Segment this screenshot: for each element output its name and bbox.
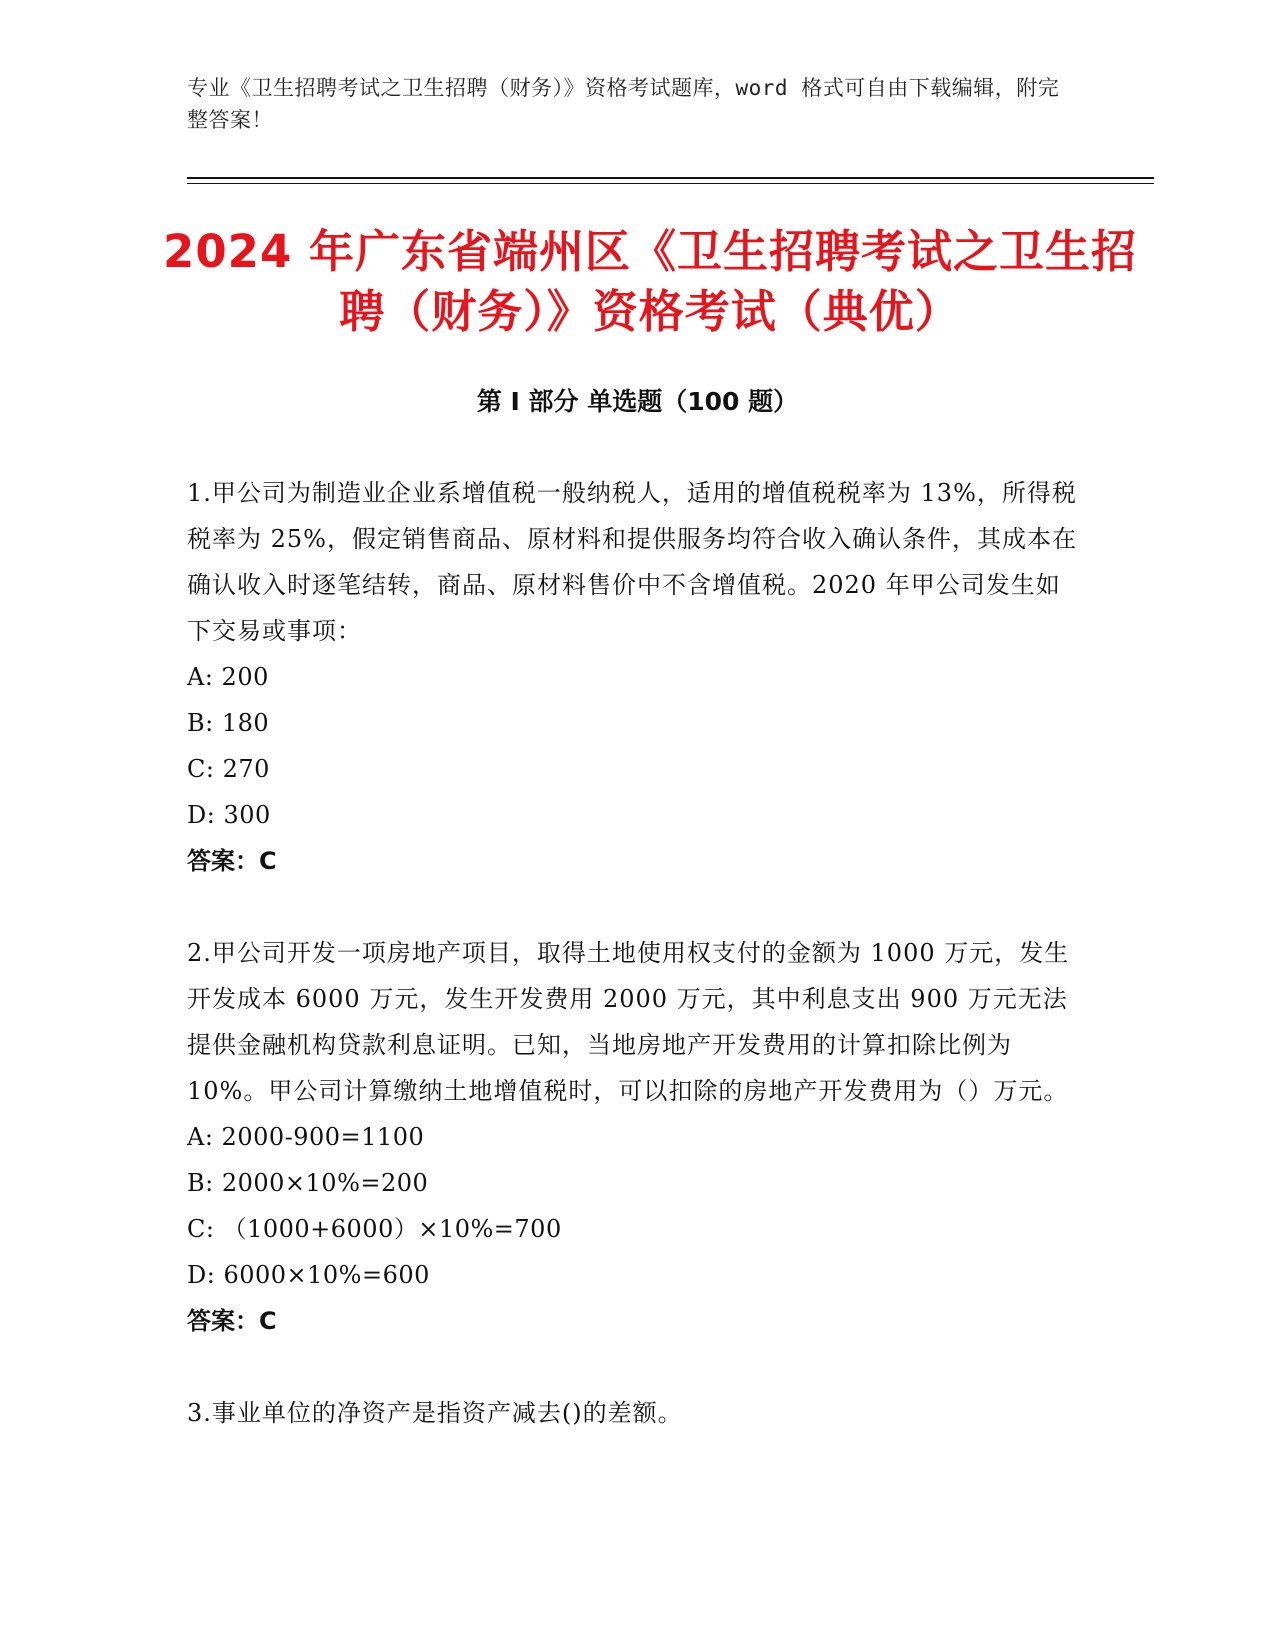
header-divider-bottom (187, 183, 1154, 184)
option-a: A: 200 (187, 663, 269, 691)
option-c: C: （1000+6000）×10%=700 (187, 1215, 562, 1243)
question-stem: 2.甲公司开发一项房地产项目，取得土地使用权支付的金额为 1000 万元，发生开发成本 6000 万元，发生开发费用 2000 万元，其中利息支出 900 万元无法提供金融机构贷款利息证明。已知，当地房地产开发费用的计算扣除比例为 10%。甲公司计算缴纳土地增值税时，可以扣除的房地产开发费用为（）万元。 (187, 939, 1070, 1105)
question-item (187, 1390, 1077, 1436)
document-title: 2024 年广东省端州区《卫生招聘考试之卫生招聘（财务）》资格考试（典优） (163, 225, 1137, 338)
question-stem: 3.事业单位的净资产是指资产减去()的差额。 (187, 1399, 683, 1427)
option-d: D: 6000×10%=600 (187, 1261, 430, 1289)
option-d: D: 300 (187, 801, 271, 829)
header-note: 专业《卫生招聘考试之卫生招聘（财务）》资格考试题库，word 格式可自由下载编辑，附完整答案！ (187, 76, 1060, 132)
option-b: B: 2000×10%=200 (187, 1169, 429, 1197)
option-c: C: 270 (187, 755, 270, 783)
question-list (187, 470, 1077, 1482)
answer-line: 答案：C (187, 1307, 277, 1335)
header-divider-top (187, 177, 1154, 179)
question-item (187, 470, 1077, 884)
option-b: B: 180 (187, 709, 270, 737)
answer-line: 答案：C (187, 847, 277, 875)
option-a: A: 2000-900=1100 (187, 1123, 425, 1151)
question-item (187, 930, 1077, 1344)
question-stem: 1.甲公司为制造业企业系增值税一般纳税人，适用的增值税税率为 13%，所得税税率为 25%，假定销售商品、原材料和提供服务均符合收入确认条件，其成本在确认收入时逐笔结转，商品、原材料售价中不含增值税。2020 年甲公司发生如下交易或事项： (187, 479, 1077, 645)
section-heading: 第 I 部分 单选题（100 题） (476, 387, 799, 416)
